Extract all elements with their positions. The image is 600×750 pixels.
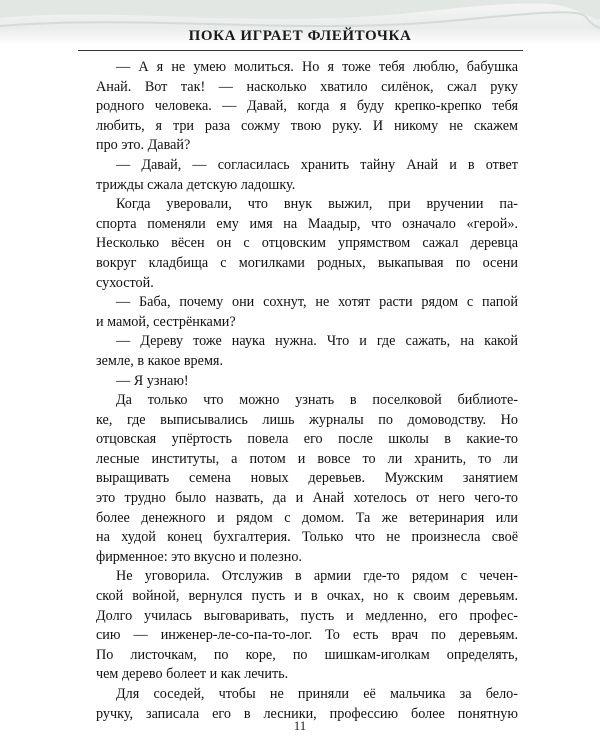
text-line: — Баба, почему они сохнут, не хотят расти рядом с папой: [116, 294, 518, 311]
text-line: — Давай, — согласилась хранить тайну Анай и в ответ: [116, 156, 518, 173]
text-line: и мамой, сестрёнками?: [96, 313, 236, 330]
running-title: ПОКА ИГРАЕТ ФЛЕЙТОЧКА: [188, 28, 412, 44]
text-line: спорта поменяли ему имя на Маадыр, что означало «герой».: [96, 215, 518, 232]
text-line: ской войной, вернулся пусть и в очках, но к своим деревьям.: [96, 588, 518, 605]
text-line: Для соседей, чтобы не приняли её мальчика за бело-: [116, 686, 518, 702]
text-line: Да только что можно узнать в поселковой библиоте-: [116, 392, 518, 409]
text-line: вокруг кладбища с могилками родных, выкапывая по осени: [96, 254, 518, 271]
text-line: Анай. Вот так! — насколько хватило силёнок, сжал руку: [96, 78, 518, 95]
text-line: — А я не умею молиться. Но я тоже тебя люблю, бабушка: [116, 59, 518, 75]
text-line: это трудно было назвать, да и Анай хотелось от него чего-то: [96, 490, 518, 507]
text-line: — Дереву тоже наука нужна. Что и где сажать, на какой: [116, 333, 518, 350]
page-number: 11: [293, 718, 307, 733]
body-text: [96, 58, 518, 724]
text-line: Долго училась выговаривать, пусть и медленно, его профес-: [96, 607, 518, 624]
text-line: ручку, записала его в лесники, профессию более понятную: [96, 705, 518, 722]
text-line: любить, я три раза сожму твою руку. И никому не скажем: [96, 117, 518, 134]
text-line: — Я узнаю!: [116, 372, 189, 389]
text-line: фирменное: это вкусно и полезно.: [96, 548, 302, 565]
text-line: Несколько вёсен он с отцовским упрямством сажал деревца: [96, 235, 518, 252]
text-line: Не уговорила. Отслужив в армии где-то рядом с чечен-: [116, 568, 518, 585]
text-line: сию — инженер-ле-со-па-то-лог. То есть врач по деревьям.: [96, 627, 518, 644]
text-line: лесные институты, а потом и вовсе то ли хранить, то ли: [96, 450, 518, 467]
text-line: более денежного и рядом с домом. Та же ветеринария или: [96, 509, 518, 526]
text-line: родного человека. — Давай, когда я буду крепко-крепко тебя: [96, 98, 518, 115]
text-line: выращивать семена новых деревьев. Мужским занятием: [96, 470, 518, 487]
text-line: про это. Давай?: [96, 137, 191, 154]
text-line: отцовская упёртость повела его после школы в какие-то: [96, 431, 518, 448]
text-line: ке, где выписывались лишь журналы по домоводству. Но: [96, 411, 518, 428]
text-line: чем дерево болеет и как лечить.: [96, 666, 289, 683]
header-rule: [78, 50, 523, 51]
text-line: на худой конец бухгалтерия. Только что не произнесла своё: [96, 529, 518, 546]
text-line: земле, в какое время.: [96, 352, 223, 369]
text-line: трижды сжала детскую ладошку.: [96, 176, 296, 193]
text-line: сухостой.: [96, 274, 154, 291]
text-line: По листочкам, по коре, по шишкам-иголкам определять,: [96, 646, 518, 663]
text-line: Когда уверовали, что внук выжил, при вручении па-: [116, 196, 518, 213]
